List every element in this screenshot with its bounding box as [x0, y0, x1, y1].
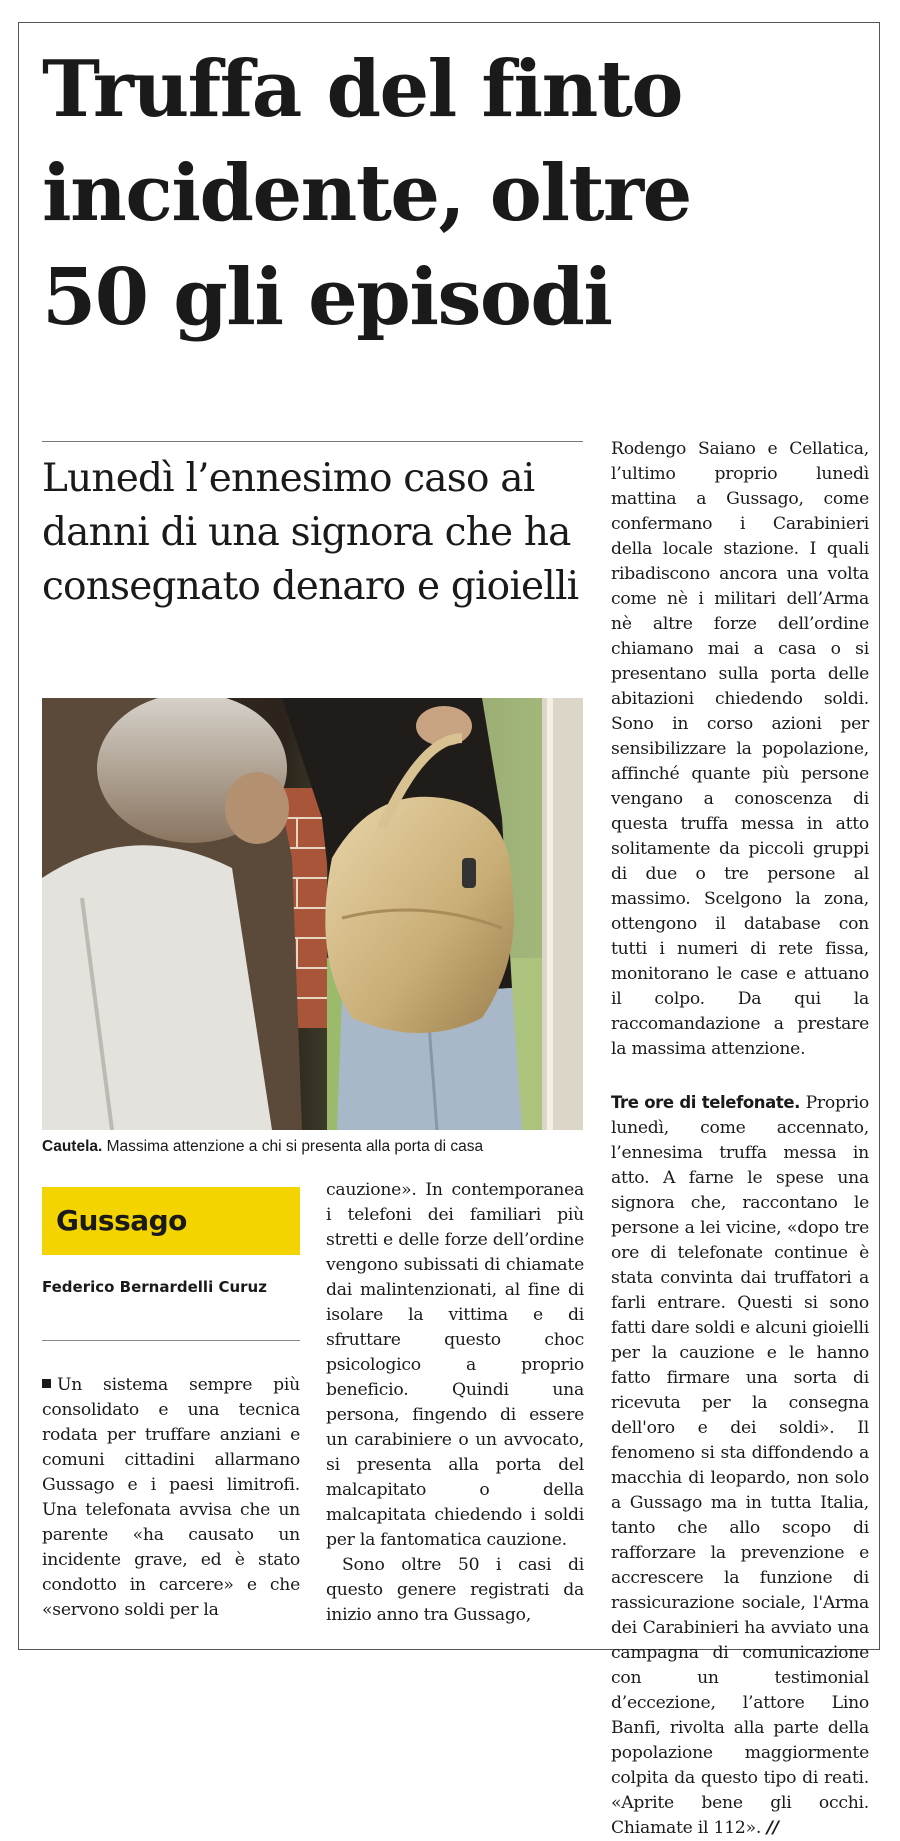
- body-column-2: [326, 1178, 584, 1628]
- photo-caption: [42, 1138, 602, 1156]
- article-photo: [42, 698, 583, 1130]
- subsection-lead-in: Tre ore di telefonate.: [611, 1093, 801, 1112]
- square-bullet-icon: [42, 1379, 51, 1388]
- section-tag: Gussago: [42, 1187, 300, 1255]
- byline-divider: [42, 1340, 300, 1341]
- author-byline: Federico Bernardelli Curuz: [42, 1278, 267, 1296]
- paragraph-2: Sono oltre 50 i casi di questo genere registrati da inizio anno tra Gussago,: [326, 1555, 584, 1625]
- article-end-mark: //: [761, 1818, 779, 1838]
- paragraph-1-continued: cauzione». In contemporanea i telefoni dei familiari più stretti e delle forze dell’ordine vengono subissati di chiamate dai malintenzionati, al fine di isolare la vittima e di sfruttare questo choc psicologico a proprio beneficio. Quindi una persona, fingendo di essere un carabiniere o un avvocato, si presenta alla porta del malcapitato o della malcapitata chiedendo i soldi per la fantomatica cauzione.: [326, 1180, 584, 1550]
- caption-lead: Cautela.: [42, 1138, 103, 1155]
- divider-rule: [42, 441, 583, 442]
- article-headline: Truffa del finto incidente, oltre 50 gli episodi: [42, 44, 691, 343]
- photo-elderly-man-at-door-with-bag-icon: [42, 698, 583, 1130]
- paragraph-1: Un sistema sempre più consolidato e una tecnica rodata per truffare anziani e comuni cittadini allarmano Gussago e i paesi limitrofi. Una telefonata avvisa che un parente «ha causato un incidente grave, ed è stato condotto in carcere» e che «servono soldi per la: [42, 1375, 300, 1620]
- caption-text: Massima attenzione a chi si presenta alla porta di casa: [102, 1138, 484, 1155]
- body-column-3: [611, 437, 869, 1841]
- paragraph-3: Tre ore di telefonate. Proprio lunedì, come accennato, l’ennesima truffa messa in atto. A farne le spese una signora che, raccontano le persone a lei vicine, «dopo tre ore di telefonate continue è stata convinta dai truffatori a farli entrare. Questi si sono fatti dare soldi e alcuni gioielli per la cauzione e le hanno fatto firmare una sorta di ricevuta per la consegna dell'oro e dei soldi». Il fenomeno si sta diffondendo a macchia di leopardo, non solo a Gussago ma in tutta Italia, tanto che allo scopo di rafforzare la prevenzione e accrescere la funzione di rassicurazione sociale, l'Arma dei Carabinieri ha avviato una campagna di comunicazione con un testimonial d’eccezione, l’attore Lino Banfi, rivolta alla parte della popolazione maggiormente colpita da questo tipo di reati. «Aprite bene gli occhi. Chiamate il 112». //: [611, 1093, 870, 1838]
- article-subheadline: Lunedì l’ennesimo caso ai danni di una signora che ha consegnato denaro e gioielli: [42, 456, 579, 609]
- body-column-1: [42, 1373, 300, 1623]
- paragraph-2-continued: Rodengo Saiano e Cellatica, l’ultimo proprio lunedì mattina a Gussago, come confermano i Carabinieri della locale stazione. I quali ribadiscono ancora una volta come nè i militari dell’Arma nè altre forze dell’ordine chiamano mai a casa o si presentano sulla porta delle abitazioni chiedendo soldi. Sono in corso azioni per sensibilizzare la popolazione, affinché quante più persone vengano a conoscenza di questa truffa messa in atto solitamente da piccoli gruppi di due o tre persone al massimo. Scelgono la zona, ottengono il database con tutti i numeri di rete fissa, monitorano le case e attuano il colpo. Da qui la raccomandazione a prestare la massima attenzione.: [611, 439, 869, 1059]
